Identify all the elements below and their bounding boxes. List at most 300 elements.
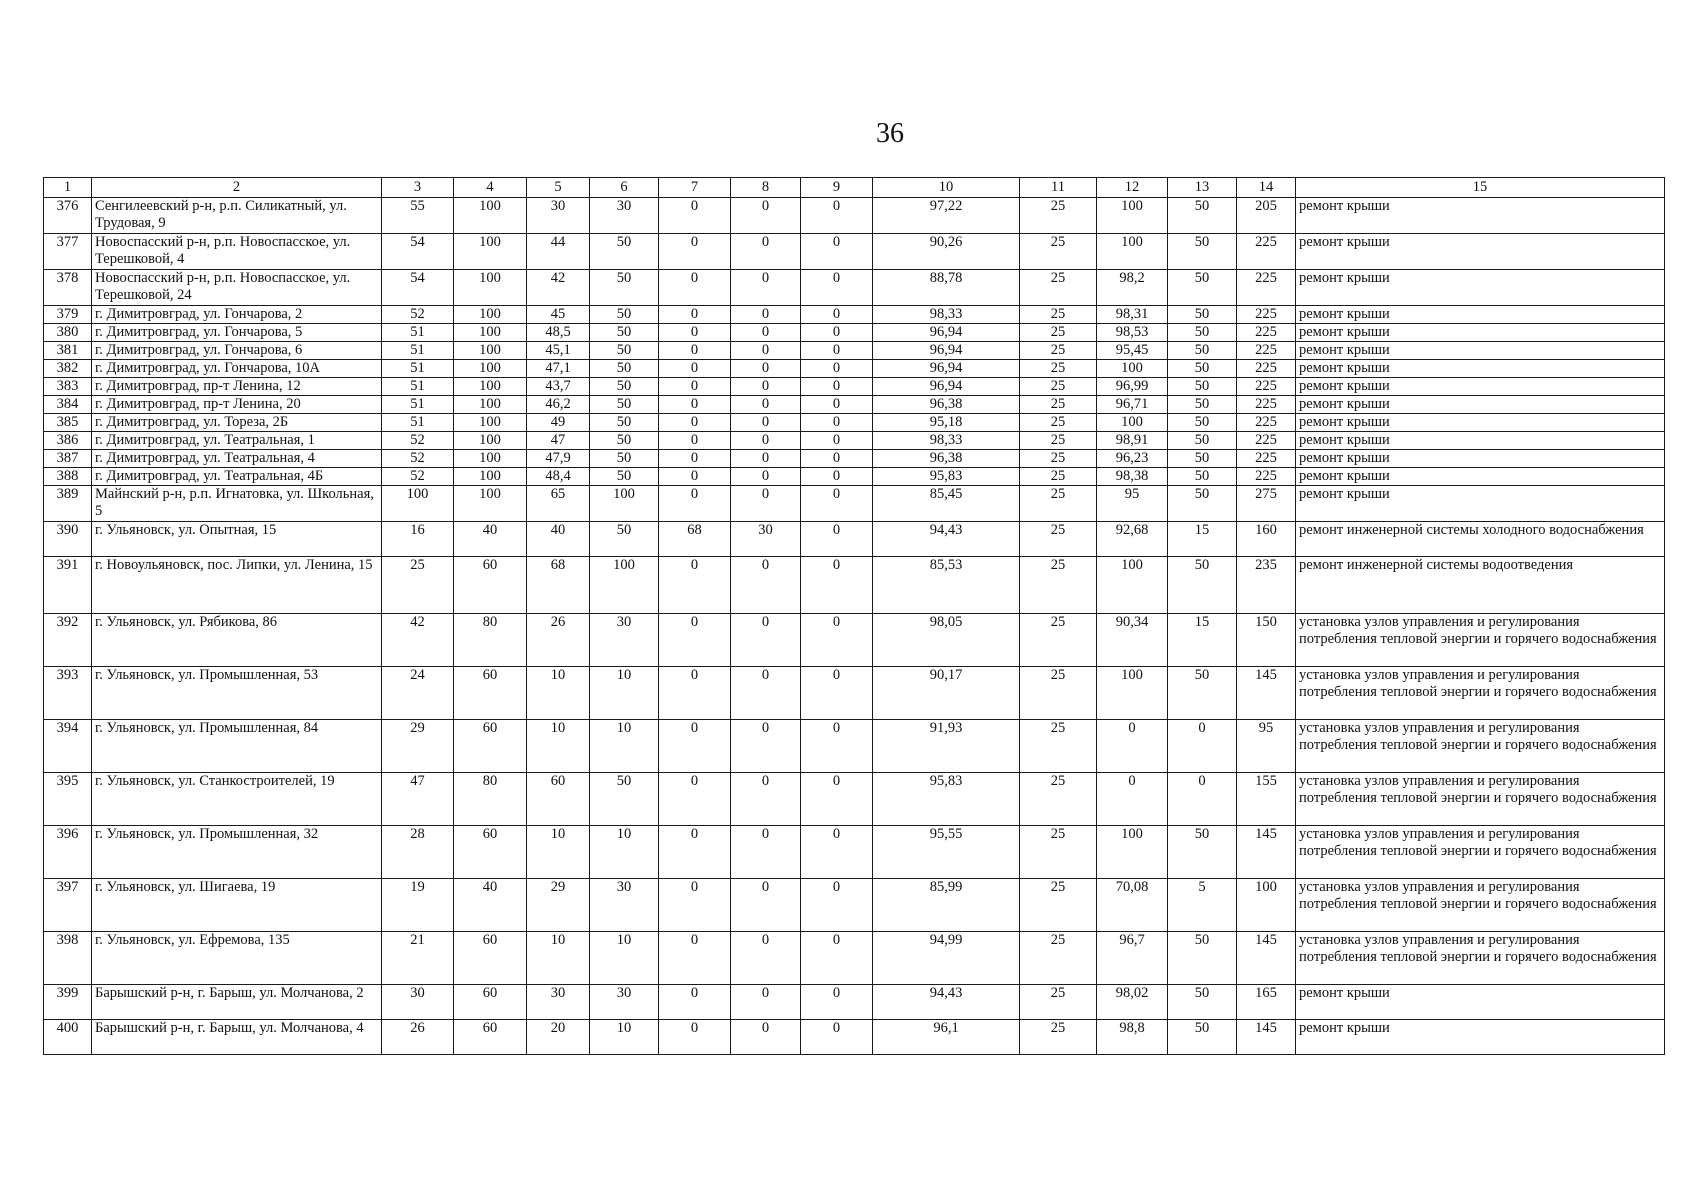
value-cell: 0 <box>731 486 801 522</box>
value-cell: 0 <box>801 720 873 773</box>
value-cell: 50 <box>1168 234 1237 270</box>
row-number: 397 <box>44 879 92 932</box>
value-cell: 25 <box>1020 468 1097 486</box>
value-cell: 0 <box>801 306 873 324</box>
table-row <box>44 773 1665 826</box>
value-cell: 25 <box>1020 985 1097 1020</box>
value-cell: 50 <box>590 432 659 450</box>
value-cell: 54 <box>382 270 454 306</box>
value-cell: 26 <box>527 614 590 667</box>
value-cell: 90,34 <box>1097 614 1168 667</box>
value-cell: 0 <box>1168 720 1237 773</box>
value-cell: 50 <box>1168 360 1237 378</box>
value-cell: 28 <box>382 826 454 879</box>
address-cell: г. Димитровград, пр-т Ленина, 12 <box>92 378 382 396</box>
value-cell: 225 <box>1237 324 1296 342</box>
value-cell: 98,02 <box>1097 985 1168 1020</box>
value-cell: 96,38 <box>873 396 1020 414</box>
value-cell: 25 <box>1020 378 1097 396</box>
value-cell: 0 <box>731 667 801 720</box>
value-cell: 100 <box>1097 360 1168 378</box>
value-cell: 52 <box>382 432 454 450</box>
value-cell: 0 <box>801 342 873 360</box>
value-cell: 0 <box>731 342 801 360</box>
work-type-cell: ремонт крыши <box>1296 198 1665 234</box>
row-number: 395 <box>44 773 92 826</box>
value-cell: 30 <box>731 522 801 557</box>
work-type-cell: установка узлов управления и регулирования потребления тепловой энергии и горячего водоснабжения <box>1296 826 1665 879</box>
work-type-cell: ремонт крыши <box>1296 450 1665 468</box>
value-cell: 96,94 <box>873 378 1020 396</box>
value-cell: 0 <box>801 614 873 667</box>
address-cell: г. Димитровград, ул. Гончарова, 2 <box>92 306 382 324</box>
value-cell: 0 <box>731 826 801 879</box>
work-type-cell: ремонт инженерной системы водоотведения <box>1296 557 1665 614</box>
work-type-cell: ремонт крыши <box>1296 396 1665 414</box>
value-cell: 0 <box>1097 773 1168 826</box>
value-cell: 225 <box>1237 396 1296 414</box>
value-cell: 0 <box>659 826 731 879</box>
value-cell: 98,33 <box>873 306 1020 324</box>
value-cell: 100 <box>454 306 527 324</box>
row-number: 383 <box>44 378 92 396</box>
table-row <box>44 557 1665 614</box>
value-cell: 96,23 <box>1097 450 1168 468</box>
value-cell: 25 <box>1020 270 1097 306</box>
value-cell: 45 <box>527 306 590 324</box>
value-cell: 25 <box>1020 432 1097 450</box>
address-cell: г. Ульяновск, ул. Промышленная, 53 <box>92 667 382 720</box>
value-cell: 100 <box>1097 414 1168 432</box>
value-cell: 30 <box>590 198 659 234</box>
value-cell: 25 <box>1020 450 1097 468</box>
value-cell: 0 <box>731 720 801 773</box>
value-cell: 225 <box>1237 234 1296 270</box>
column-header: 15 <box>1296 178 1665 198</box>
address-cell: г. Димитровград, ул. Театральная, 4Б <box>92 468 382 486</box>
value-cell: 60 <box>454 667 527 720</box>
value-cell: 95 <box>1237 720 1296 773</box>
value-cell: 145 <box>1237 932 1296 985</box>
value-cell: 80 <box>454 614 527 667</box>
work-type-cell: ремонт крыши <box>1296 306 1665 324</box>
value-cell: 47,1 <box>527 360 590 378</box>
value-cell: 145 <box>1237 826 1296 879</box>
row-number: 384 <box>44 396 92 414</box>
row-number: 394 <box>44 720 92 773</box>
value-cell: 10 <box>590 932 659 985</box>
table-row <box>44 932 1665 985</box>
address-cell: Барышский р-н, г. Барыш, ул. Молчанова, 2 <box>92 985 382 1020</box>
value-cell: 24 <box>382 667 454 720</box>
value-cell: 60 <box>454 826 527 879</box>
value-cell: 0 <box>801 486 873 522</box>
value-cell: 0 <box>659 720 731 773</box>
table-row <box>44 720 1665 773</box>
table-row <box>44 522 1665 557</box>
row-number: 377 <box>44 234 92 270</box>
value-cell: 0 <box>731 198 801 234</box>
address-cell: Сенгилеевский р-н, р.п. Силикатный, ул. Трудовая, 9 <box>92 198 382 234</box>
work-type-cell: установка узлов управления и регулирования потребления тепловой энергии и горячего водоснабжения <box>1296 932 1665 985</box>
value-cell: 0 <box>801 378 873 396</box>
value-cell: 50 <box>590 450 659 468</box>
column-header: 9 <box>801 178 873 198</box>
work-type-cell: ремонт крыши <box>1296 234 1665 270</box>
value-cell: 68 <box>527 557 590 614</box>
row-number: 396 <box>44 826 92 879</box>
value-cell: 50 <box>1168 414 1237 432</box>
work-type-cell: установка узлов управления и регулирования потребления тепловой энергии и горячего водоснабжения <box>1296 667 1665 720</box>
value-cell: 100 <box>454 432 527 450</box>
table-row <box>44 614 1665 667</box>
work-type-cell: установка узлов управления и регулирования потребления тепловой энергии и горячего водоснабжения <box>1296 614 1665 667</box>
value-cell: 0 <box>801 667 873 720</box>
value-cell: 98,8 <box>1097 1020 1168 1055</box>
value-cell: 30 <box>527 198 590 234</box>
address-cell: г. Ульяновск, ул. Промышленная, 32 <box>92 826 382 879</box>
work-type-cell: ремонт инженерной системы холодного водоснабжения <box>1296 522 1665 557</box>
value-cell: 145 <box>1237 667 1296 720</box>
table-row <box>44 486 1665 522</box>
value-cell: 0 <box>731 468 801 486</box>
work-type-cell: установка узлов управления и регулирования потребления тепловой энергии и горячего водоснабжения <box>1296 773 1665 826</box>
value-cell: 0 <box>801 932 873 985</box>
work-type-cell: ремонт крыши <box>1296 378 1665 396</box>
row-number: 386 <box>44 432 92 450</box>
value-cell: 98,2 <box>1097 270 1168 306</box>
value-cell: 19 <box>382 879 454 932</box>
value-cell: 60 <box>454 557 527 614</box>
value-cell: 80 <box>454 773 527 826</box>
value-cell: 0 <box>731 879 801 932</box>
value-cell: 96,71 <box>1097 396 1168 414</box>
value-cell: 98,91 <box>1097 432 1168 450</box>
row-number: 380 <box>44 324 92 342</box>
value-cell: 10 <box>527 720 590 773</box>
value-cell: 0 <box>801 468 873 486</box>
value-cell: 50 <box>1168 342 1237 360</box>
value-cell: 95,55 <box>873 826 1020 879</box>
value-cell: 51 <box>382 396 454 414</box>
value-cell: 85,53 <box>873 557 1020 614</box>
row-number: 400 <box>44 1020 92 1055</box>
work-type-cell: ремонт крыши <box>1296 985 1665 1020</box>
value-cell: 51 <box>382 378 454 396</box>
value-cell: 90,17 <box>873 667 1020 720</box>
column-header: 1 <box>44 178 92 198</box>
value-cell: 0 <box>801 826 873 879</box>
work-type-cell: ремонт крыши <box>1296 486 1665 522</box>
value-cell: 25 <box>1020 773 1097 826</box>
value-cell: 0 <box>801 198 873 234</box>
value-cell: 225 <box>1237 342 1296 360</box>
value-cell: 26 <box>382 1020 454 1055</box>
row-number: 398 <box>44 932 92 985</box>
address-cell: г. Ульяновск, ул. Рябикова, 86 <box>92 614 382 667</box>
value-cell: 0 <box>801 557 873 614</box>
value-cell: 145 <box>1237 1020 1296 1055</box>
value-cell: 25 <box>1020 720 1097 773</box>
row-number: 392 <box>44 614 92 667</box>
value-cell: 0 <box>801 773 873 826</box>
value-cell: 50 <box>590 378 659 396</box>
value-cell: 10 <box>527 826 590 879</box>
value-cell: 91,93 <box>873 720 1020 773</box>
column-header: 11 <box>1020 178 1097 198</box>
table-row <box>44 450 1665 468</box>
table-row <box>44 879 1665 932</box>
value-cell: 50 <box>1168 985 1237 1020</box>
value-cell: 40 <box>527 522 590 557</box>
value-cell: 0 <box>731 324 801 342</box>
column-header: 13 <box>1168 178 1237 198</box>
address-cell: г. Димитровград, ул. Театральная, 1 <box>92 432 382 450</box>
value-cell: 50 <box>590 468 659 486</box>
value-cell: 0 <box>801 985 873 1020</box>
value-cell: 60 <box>454 932 527 985</box>
value-cell: 100 <box>454 360 527 378</box>
value-cell: 100 <box>1237 879 1296 932</box>
value-cell: 0 <box>731 360 801 378</box>
address-cell: г. Ульяновск, ул. Шигаева, 19 <box>92 879 382 932</box>
value-cell: 40 <box>454 522 527 557</box>
value-cell: 94,99 <box>873 932 1020 985</box>
value-cell: 100 <box>454 486 527 522</box>
value-cell: 0 <box>659 306 731 324</box>
value-cell: 40 <box>454 879 527 932</box>
value-cell: 225 <box>1237 432 1296 450</box>
value-cell: 25 <box>1020 414 1097 432</box>
value-cell: 5 <box>1168 879 1237 932</box>
row-number: 379 <box>44 306 92 324</box>
value-cell: 54 <box>382 234 454 270</box>
value-cell: 50 <box>1168 486 1237 522</box>
value-cell: 52 <box>382 306 454 324</box>
value-cell: 0 <box>659 773 731 826</box>
value-cell: 45,1 <box>527 342 590 360</box>
value-cell: 10 <box>590 667 659 720</box>
value-cell: 98,31 <box>1097 306 1168 324</box>
value-cell: 48,4 <box>527 468 590 486</box>
value-cell: 95,45 <box>1097 342 1168 360</box>
value-cell: 85,99 <box>873 879 1020 932</box>
value-cell: 55 <box>382 198 454 234</box>
address-cell: г. Ульяновск, ул. Станкостроителей, 19 <box>92 773 382 826</box>
table-row <box>44 360 1665 378</box>
row-number: 376 <box>44 198 92 234</box>
value-cell: 0 <box>801 234 873 270</box>
value-cell: 0 <box>801 396 873 414</box>
value-cell: 96,7 <box>1097 932 1168 985</box>
value-cell: 50 <box>1168 270 1237 306</box>
value-cell: 275 <box>1237 486 1296 522</box>
value-cell: 50 <box>590 270 659 306</box>
value-cell: 20 <box>527 1020 590 1055</box>
value-cell: 0 <box>659 879 731 932</box>
value-cell: 96,38 <box>873 450 1020 468</box>
value-cell: 52 <box>382 468 454 486</box>
value-cell: 0 <box>659 414 731 432</box>
table-row <box>44 1020 1665 1055</box>
value-cell: 0 <box>801 324 873 342</box>
value-cell: 30 <box>527 985 590 1020</box>
table-body <box>44 198 1665 1055</box>
value-cell: 100 <box>1097 826 1168 879</box>
value-cell: 50 <box>590 773 659 826</box>
value-cell: 95,83 <box>873 468 1020 486</box>
value-cell: 60 <box>454 1020 527 1055</box>
value-cell: 43,7 <box>527 378 590 396</box>
value-cell: 0 <box>731 306 801 324</box>
value-cell: 92,68 <box>1097 522 1168 557</box>
value-cell: 0 <box>731 932 801 985</box>
value-cell: 100 <box>454 198 527 234</box>
row-number: 378 <box>44 270 92 306</box>
address-cell: г. Димитровград, пр-т Ленина, 20 <box>92 396 382 414</box>
value-cell: 25 <box>1020 826 1097 879</box>
value-cell: 0 <box>731 378 801 396</box>
value-cell: 100 <box>1097 557 1168 614</box>
table-row <box>44 396 1665 414</box>
value-cell: 150 <box>1237 614 1296 667</box>
value-cell: 0 <box>659 985 731 1020</box>
value-cell: 100 <box>454 270 527 306</box>
value-cell: 96,94 <box>873 324 1020 342</box>
value-cell: 235 <box>1237 557 1296 614</box>
column-header: 5 <box>527 178 590 198</box>
value-cell: 95,18 <box>873 414 1020 432</box>
value-cell: 25 <box>382 557 454 614</box>
value-cell: 0 <box>801 1020 873 1055</box>
value-cell: 25 <box>1020 557 1097 614</box>
table-row <box>44 270 1665 306</box>
column-header: 8 <box>731 178 801 198</box>
value-cell: 95 <box>1097 486 1168 522</box>
value-cell: 100 <box>454 450 527 468</box>
value-cell: 47,9 <box>527 450 590 468</box>
column-header: 14 <box>1237 178 1296 198</box>
value-cell: 90,26 <box>873 234 1020 270</box>
value-cell: 15 <box>1168 614 1237 667</box>
value-cell: 50 <box>1168 826 1237 879</box>
value-cell: 0 <box>659 396 731 414</box>
value-cell: 100 <box>454 342 527 360</box>
address-cell: г. Димитровград, ул. Гончарова, 6 <box>92 342 382 360</box>
value-cell: 50 <box>1168 432 1237 450</box>
value-cell: 100 <box>454 396 527 414</box>
value-cell: 47 <box>527 432 590 450</box>
value-cell: 0 <box>659 198 731 234</box>
value-cell: 100 <box>1097 234 1168 270</box>
value-cell: 50 <box>1168 378 1237 396</box>
value-cell: 25 <box>1020 306 1097 324</box>
value-cell: 96,94 <box>873 342 1020 360</box>
value-cell: 225 <box>1237 468 1296 486</box>
table-row <box>44 198 1665 234</box>
value-cell: 100 <box>1097 198 1168 234</box>
address-cell: г. Димитровград, ул. Гончарова, 5 <box>92 324 382 342</box>
value-cell: 29 <box>382 720 454 773</box>
value-cell: 25 <box>1020 1020 1097 1055</box>
value-cell: 15 <box>1168 522 1237 557</box>
value-cell: 0 <box>731 414 801 432</box>
row-number: 381 <box>44 342 92 360</box>
column-header: 7 <box>659 178 731 198</box>
value-cell: 0 <box>731 432 801 450</box>
table-row <box>44 306 1665 324</box>
address-cell: г. Ульяновск, ул. Опытная, 15 <box>92 522 382 557</box>
value-cell: 0 <box>659 450 731 468</box>
value-cell: 225 <box>1237 306 1296 324</box>
value-cell: 51 <box>382 414 454 432</box>
value-cell: 51 <box>382 342 454 360</box>
value-cell: 98,33 <box>873 432 1020 450</box>
value-cell: 25 <box>1020 522 1097 557</box>
value-cell: 94,43 <box>873 522 1020 557</box>
work-type-cell: ремонт крыши <box>1296 360 1665 378</box>
value-cell: 0 <box>659 432 731 450</box>
row-number: 385 <box>44 414 92 432</box>
value-cell: 30 <box>382 985 454 1020</box>
value-cell: 98,53 <box>1097 324 1168 342</box>
value-cell: 60 <box>527 773 590 826</box>
value-cell: 205 <box>1237 198 1296 234</box>
value-cell: 96,1 <box>873 1020 1020 1055</box>
value-cell: 44 <box>527 234 590 270</box>
value-cell: 30 <box>590 879 659 932</box>
value-cell: 88,78 <box>873 270 1020 306</box>
value-cell: 50 <box>1168 667 1237 720</box>
value-cell: 98,38 <box>1097 468 1168 486</box>
table-row <box>44 826 1665 879</box>
value-cell: 225 <box>1237 414 1296 432</box>
value-cell: 10 <box>590 720 659 773</box>
value-cell: 25 <box>1020 614 1097 667</box>
value-cell: 0 <box>731 557 801 614</box>
value-cell: 10 <box>590 826 659 879</box>
value-cell: 95,83 <box>873 773 1020 826</box>
value-cell: 97,22 <box>873 198 1020 234</box>
table-row <box>44 667 1665 720</box>
value-cell: 100 <box>454 324 527 342</box>
value-cell: 0 <box>801 522 873 557</box>
value-cell: 49 <box>527 414 590 432</box>
value-cell: 0 <box>731 450 801 468</box>
value-cell: 50 <box>590 342 659 360</box>
value-cell: 50 <box>1168 450 1237 468</box>
address-cell: Новоспасский р-н, р.п. Новоспасское, ул. Терешковой, 4 <box>92 234 382 270</box>
value-cell: 42 <box>382 614 454 667</box>
value-cell: 0 <box>659 468 731 486</box>
table-row <box>44 234 1665 270</box>
value-cell: 0 <box>731 396 801 414</box>
address-cell: г. Ульяновск, ул. Ефремова, 135 <box>92 932 382 985</box>
value-cell: 96,94 <box>873 360 1020 378</box>
value-cell: 50 <box>590 414 659 432</box>
value-cell: 51 <box>382 360 454 378</box>
value-cell: 25 <box>1020 360 1097 378</box>
value-cell: 0 <box>659 234 731 270</box>
table-row <box>44 985 1665 1020</box>
value-cell: 0 <box>659 360 731 378</box>
value-cell: 50 <box>1168 324 1237 342</box>
value-cell: 50 <box>590 396 659 414</box>
value-cell: 29 <box>527 879 590 932</box>
column-header: 6 <box>590 178 659 198</box>
value-cell: 225 <box>1237 360 1296 378</box>
value-cell: 98,05 <box>873 614 1020 667</box>
